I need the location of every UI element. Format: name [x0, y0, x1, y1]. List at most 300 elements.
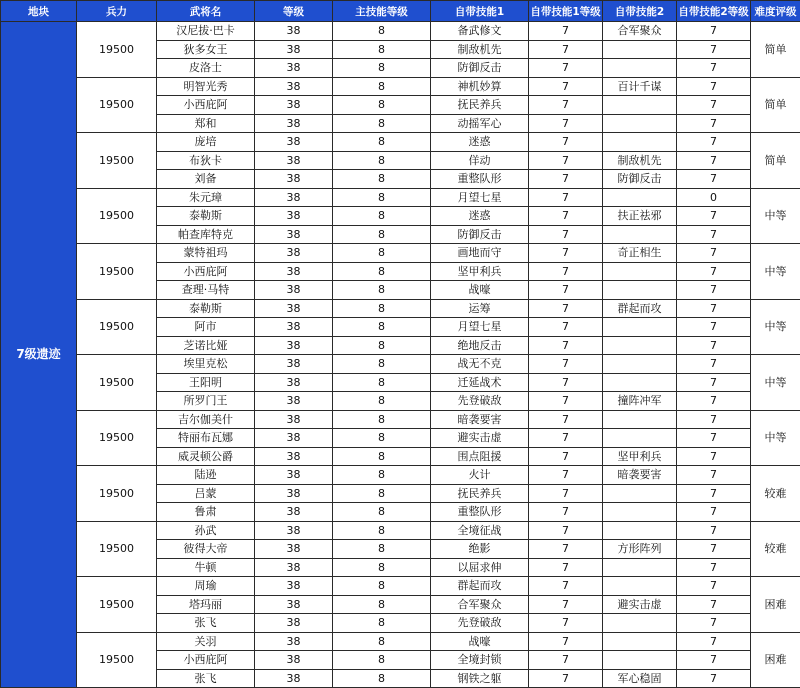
general-name-cell: 汉尼拔·巴卡	[157, 22, 255, 41]
skill2-level-cell: 7	[677, 207, 751, 226]
skill1-level-cell: 7	[529, 262, 603, 281]
skill2-cell	[603, 484, 677, 503]
skill1-cell: 战嚎	[431, 281, 529, 300]
skill1-level-cell: 7	[529, 77, 603, 96]
level-cell: 38	[255, 632, 333, 651]
main-skill-level-cell: 8	[333, 392, 431, 411]
header-general-name: 武将名	[157, 1, 255, 22]
skill2-level-cell: 7	[677, 77, 751, 96]
difficulty-cell: 中等	[751, 188, 800, 244]
skill1-level-cell: 7	[529, 133, 603, 152]
main-skill-level-cell: 8	[333, 632, 431, 651]
table-row	[1, 466, 800, 485]
general-name-cell: 牛顿	[157, 558, 255, 577]
general-name-cell: 狄多女王	[157, 40, 255, 59]
skill1-cell: 防御反击	[431, 225, 529, 244]
table-row	[1, 577, 800, 596]
skill1-cell: 先登破敌	[431, 614, 529, 633]
skill1-level-cell: 7	[529, 188, 603, 207]
difficulty-cell: 中等	[751, 244, 800, 300]
skill1-cell: 重整队形	[431, 170, 529, 189]
general-name-cell: 吉尔伽美什	[157, 410, 255, 429]
general-name-cell: 明智光秀	[157, 77, 255, 96]
skill2-level-cell: 7	[677, 133, 751, 152]
skill1-cell: 画地而守	[431, 244, 529, 263]
level-cell: 38	[255, 281, 333, 300]
general-name-cell: 张飞	[157, 614, 255, 633]
skill1-level-cell: 7	[529, 540, 603, 559]
skill1-cell: 动摇军心	[431, 114, 529, 133]
general-name-cell: 王阳明	[157, 373, 255, 392]
table-row	[1, 22, 800, 41]
header-difficulty: 难度评级	[751, 1, 800, 22]
main-skill-level-cell: 8	[333, 77, 431, 96]
main-skill-level-cell: 8	[333, 262, 431, 281]
skill1-cell: 火计	[431, 466, 529, 485]
skill1-level-cell: 7	[529, 595, 603, 614]
general-name-cell: 泰勒斯	[157, 207, 255, 226]
skill2-cell: 撞阵冲军	[603, 392, 677, 411]
skill2-level-cell: 7	[677, 595, 751, 614]
level-cell: 38	[255, 410, 333, 429]
general-name-cell: 帕查库特克	[157, 225, 255, 244]
general-name-cell: 小西庇阿	[157, 651, 255, 670]
skill1-level-cell: 7	[529, 151, 603, 170]
table-row	[1, 410, 800, 429]
general-name-cell: 关羽	[157, 632, 255, 651]
main-skill-level-cell: 8	[333, 281, 431, 300]
skill2-level-cell: 7	[677, 466, 751, 485]
skill1-level-cell: 7	[529, 503, 603, 522]
level-cell: 38	[255, 521, 333, 540]
level-cell: 38	[255, 318, 333, 337]
main-skill-level-cell: 8	[333, 521, 431, 540]
level-cell: 38	[255, 225, 333, 244]
troops-cell: 19500	[77, 299, 157, 355]
skill1-level-cell: 7	[529, 373, 603, 392]
skill1-level-cell: 7	[529, 225, 603, 244]
level-cell: 38	[255, 614, 333, 633]
main-skill-level-cell: 8	[333, 96, 431, 115]
skill2-cell	[603, 429, 677, 448]
skill1-level-cell: 7	[529, 22, 603, 41]
difficulty-cell: 中等	[751, 299, 800, 355]
general-name-cell: 威灵顿公爵	[157, 447, 255, 466]
level-cell: 38	[255, 133, 333, 152]
general-name-cell: 小西庇阿	[157, 96, 255, 115]
general-name-cell: 周瑜	[157, 577, 255, 596]
general-name-cell: 埃里克松	[157, 355, 255, 374]
skill1-cell: 备武修文	[431, 22, 529, 41]
skill2-cell	[603, 188, 677, 207]
general-name-cell: 刘备	[157, 170, 255, 189]
skill1-level-cell: 7	[529, 521, 603, 540]
skill2-cell	[603, 281, 677, 300]
table-row	[1, 299, 800, 318]
skill1-cell: 全境征战	[431, 521, 529, 540]
skill2-level-cell: 7	[677, 392, 751, 411]
main-skill-level-cell: 8	[333, 22, 431, 41]
level-cell: 38	[255, 244, 333, 263]
skill2-level-cell: 7	[677, 318, 751, 337]
skill1-level-cell: 7	[529, 336, 603, 355]
general-name-cell: 鲁肃	[157, 503, 255, 522]
skill1-cell: 战嚎	[431, 632, 529, 651]
level-cell: 38	[255, 59, 333, 78]
troops-cell: 19500	[77, 632, 157, 688]
skill1-level-cell: 7	[529, 207, 603, 226]
table-row	[1, 521, 800, 540]
main-skill-level-cell: 8	[333, 299, 431, 318]
header-row	[1, 1, 800, 22]
main-skill-level-cell: 8	[333, 336, 431, 355]
skill1-level-cell: 7	[529, 392, 603, 411]
skill1-level-cell: 7	[529, 651, 603, 670]
skill1-cell: 迷惑	[431, 133, 529, 152]
table-row	[1, 632, 800, 651]
skill2-cell	[603, 133, 677, 152]
skill2-cell	[603, 410, 677, 429]
table-body	[1, 22, 800, 688]
skill2-cell	[603, 96, 677, 115]
level-cell: 38	[255, 429, 333, 448]
skill2-level-cell: 7	[677, 40, 751, 59]
difficulty-cell: 简单	[751, 22, 800, 78]
header-troops: 兵力	[77, 1, 157, 22]
skill2-cell	[603, 40, 677, 59]
main-skill-level-cell: 8	[333, 447, 431, 466]
skill1-cell: 群起而攻	[431, 577, 529, 596]
skill2-level-cell: 7	[677, 281, 751, 300]
skill1-cell: 避实击虚	[431, 429, 529, 448]
troops-cell: 19500	[77, 410, 157, 466]
skill1-cell: 迷惑	[431, 207, 529, 226]
skill2-level-cell: 7	[677, 614, 751, 633]
skill1-level-cell: 7	[529, 558, 603, 577]
general-name-cell: 芝诺比娅	[157, 336, 255, 355]
level-cell: 38	[255, 540, 333, 559]
skill1-level-cell: 7	[529, 429, 603, 448]
level-cell: 38	[255, 40, 333, 59]
general-name-cell: 布狄卡	[157, 151, 255, 170]
skill2-level-cell: 7	[677, 170, 751, 189]
skill2-cell: 制敌机先	[603, 151, 677, 170]
general-name-cell: 特丽布瓦娜	[157, 429, 255, 448]
skill1-cell: 佯动	[431, 151, 529, 170]
skill1-level-cell: 7	[529, 114, 603, 133]
main-skill-level-cell: 8	[333, 651, 431, 670]
skill1-level-cell: 7	[529, 59, 603, 78]
table-row	[1, 244, 800, 263]
skill2-cell: 扶正祛邪	[603, 207, 677, 226]
level-cell: 38	[255, 336, 333, 355]
general-name-cell: 皮洛士	[157, 59, 255, 78]
troops-cell: 19500	[77, 355, 157, 411]
skill2-level-cell: 7	[677, 114, 751, 133]
skill1-level-cell: 7	[529, 318, 603, 337]
troops-cell: 19500	[77, 22, 157, 78]
difficulty-cell: 简单	[751, 77, 800, 133]
skill1-cell: 运筹	[431, 299, 529, 318]
main-skill-level-cell: 8	[333, 503, 431, 522]
skill1-level-cell: 7	[529, 299, 603, 318]
skill2-cell: 群起而攻	[603, 299, 677, 318]
table-row	[1, 355, 800, 374]
skill2-cell	[603, 503, 677, 522]
skill1-level-cell: 7	[529, 614, 603, 633]
general-name-cell: 陆逊	[157, 466, 255, 485]
skill2-cell: 百计千谋	[603, 77, 677, 96]
level-cell: 38	[255, 188, 333, 207]
header-skill2-level: 自带技能2等级	[677, 1, 751, 22]
troops-cell: 19500	[77, 577, 157, 633]
main-skill-level-cell: 8	[333, 558, 431, 577]
table-row	[1, 133, 800, 152]
general-name-cell: 泰勒斯	[157, 299, 255, 318]
skill1-cell: 抚民养兵	[431, 484, 529, 503]
skill2-level-cell: 7	[677, 410, 751, 429]
skill2-level-cell: 7	[677, 244, 751, 263]
difficulty-cell: 简单	[751, 133, 800, 189]
main-skill-level-cell: 8	[333, 114, 431, 133]
skill1-level-cell: 7	[529, 40, 603, 59]
main-skill-level-cell: 8	[333, 170, 431, 189]
skill1-level-cell: 7	[529, 244, 603, 263]
main-skill-level-cell: 8	[333, 318, 431, 337]
general-name-cell: 朱元璋	[157, 188, 255, 207]
troops-cell: 19500	[77, 133, 157, 189]
difficulty-cell: 较难	[751, 521, 800, 577]
level-cell: 38	[255, 447, 333, 466]
skill2-cell	[603, 521, 677, 540]
skill2-level-cell: 7	[677, 669, 751, 688]
skill2-level-cell: 7	[677, 558, 751, 577]
level-cell: 38	[255, 96, 333, 115]
level-cell: 38	[255, 595, 333, 614]
skill1-level-cell: 7	[529, 170, 603, 189]
region-cell: 7级遗迹	[1, 22, 77, 688]
troops-cell: 19500	[77, 244, 157, 300]
skill1-cell: 先登破敌	[431, 392, 529, 411]
header-main-skill-level: 主技能等级	[333, 1, 431, 22]
difficulty-cell: 较难	[751, 466, 800, 522]
skill2-cell	[603, 373, 677, 392]
main-skill-level-cell: 8	[333, 355, 431, 374]
difficulty-cell: 中等	[751, 355, 800, 411]
general-name-cell: 塔玛丽	[157, 595, 255, 614]
skill2-cell	[603, 318, 677, 337]
level-cell: 38	[255, 151, 333, 170]
general-name-cell: 吕蒙	[157, 484, 255, 503]
skill2-cell	[603, 355, 677, 374]
skill2-cell	[603, 225, 677, 244]
main-skill-level-cell: 8	[333, 244, 431, 263]
skill2-level-cell: 0	[677, 188, 751, 207]
main-skill-level-cell: 8	[333, 40, 431, 59]
skill2-level-cell: 7	[677, 651, 751, 670]
level-cell: 38	[255, 114, 333, 133]
skill2-cell	[603, 59, 677, 78]
level-cell: 38	[255, 651, 333, 670]
main-skill-level-cell: 8	[333, 373, 431, 392]
skill1-level-cell: 7	[529, 281, 603, 300]
skill1-cell: 围点阻援	[431, 447, 529, 466]
main-skill-level-cell: 8	[333, 540, 431, 559]
level-cell: 38	[255, 392, 333, 411]
skill1-cell: 暗袭要害	[431, 410, 529, 429]
skill2-level-cell: 7	[677, 429, 751, 448]
skill1-cell: 坚甲利兵	[431, 262, 529, 281]
skill2-level-cell: 7	[677, 447, 751, 466]
general-name-cell: 查理·马特	[157, 281, 255, 300]
skill1-cell: 以屈求伸	[431, 558, 529, 577]
header-region: 地块	[1, 1, 77, 22]
skill1-cell: 钢铁之躯	[431, 669, 529, 688]
level-cell: 38	[255, 484, 333, 503]
general-name-cell: 所罗门王	[157, 392, 255, 411]
general-name-cell: 孙武	[157, 521, 255, 540]
level-cell: 38	[255, 669, 333, 688]
skill2-level-cell: 7	[677, 225, 751, 244]
level-cell: 38	[255, 77, 333, 96]
difficulty-cell: 困难	[751, 632, 800, 688]
level-cell: 38	[255, 299, 333, 318]
troops-cell: 19500	[77, 521, 157, 577]
skill1-cell: 制敌机先	[431, 40, 529, 59]
skill2-level-cell: 7	[677, 540, 751, 559]
main-skill-level-cell: 8	[333, 225, 431, 244]
skill2-cell: 坚甲利兵	[603, 447, 677, 466]
level-cell: 38	[255, 207, 333, 226]
skill2-level-cell: 7	[677, 336, 751, 355]
level-cell: 38	[255, 262, 333, 281]
skill2-level-cell: 7	[677, 503, 751, 522]
skill2-cell	[603, 614, 677, 633]
difficulty-cell: 困难	[751, 577, 800, 633]
skill2-cell: 防御反击	[603, 170, 677, 189]
skill2-cell: 避实击虚	[603, 595, 677, 614]
skill2-level-cell: 7	[677, 373, 751, 392]
main-skill-level-cell: 8	[333, 410, 431, 429]
general-name-cell: 彼得大帝	[157, 540, 255, 559]
skill1-cell: 迁延战术	[431, 373, 529, 392]
skill2-cell	[603, 336, 677, 355]
level-cell: 38	[255, 558, 333, 577]
general-name-cell: 阿市	[157, 318, 255, 337]
skill2-cell: 合军聚众	[603, 22, 677, 41]
skill2-cell	[603, 577, 677, 596]
skill2-level-cell: 7	[677, 96, 751, 115]
general-name-cell: 小西庇阿	[157, 262, 255, 281]
table-row	[1, 188, 800, 207]
main-skill-level-cell: 8	[333, 151, 431, 170]
skill2-cell: 暗袭要害	[603, 466, 677, 485]
header-skill1-level: 自带技能1等级	[529, 1, 603, 22]
skill1-level-cell: 7	[529, 447, 603, 466]
skill2-cell	[603, 632, 677, 651]
main-skill-level-cell: 8	[333, 595, 431, 614]
skill2-cell: 军心稳固	[603, 669, 677, 688]
main-skill-level-cell: 8	[333, 577, 431, 596]
main-skill-level-cell: 8	[333, 669, 431, 688]
skill1-cell: 抚民养兵	[431, 96, 529, 115]
table-row	[1, 77, 800, 96]
header-skill2: 自带技能2	[603, 1, 677, 22]
troops-cell: 19500	[77, 188, 157, 244]
skill1-cell: 月望七星	[431, 318, 529, 337]
main-skill-level-cell: 8	[333, 188, 431, 207]
header-level: 等级	[255, 1, 333, 22]
level-cell: 38	[255, 22, 333, 41]
level-cell: 38	[255, 373, 333, 392]
main-skill-level-cell: 8	[333, 429, 431, 448]
skill2-level-cell: 7	[677, 262, 751, 281]
skill2-cell: 方形阵列	[603, 540, 677, 559]
skill1-cell: 全境封锁	[431, 651, 529, 670]
level-cell: 38	[255, 170, 333, 189]
skill2-cell	[603, 114, 677, 133]
skill1-cell: 绝地反击	[431, 336, 529, 355]
skill2-level-cell: 7	[677, 151, 751, 170]
skill1-cell: 神机妙算	[431, 77, 529, 96]
level-cell: 38	[255, 577, 333, 596]
header-skill1: 自带技能1	[431, 1, 529, 22]
level-cell: 38	[255, 355, 333, 374]
skill1-level-cell: 7	[529, 484, 603, 503]
skill1-level-cell: 7	[529, 577, 603, 596]
difficulty-cell: 中等	[751, 410, 800, 466]
skill2-level-cell: 7	[677, 632, 751, 651]
general-name-cell: 庞培	[157, 133, 255, 152]
skill1-cell: 战无不克	[431, 355, 529, 374]
skill2-level-cell: 7	[677, 22, 751, 41]
skill2-cell	[603, 262, 677, 281]
troops-cell: 19500	[77, 77, 157, 133]
skill2-cell: 奇正相生	[603, 244, 677, 263]
level-cell: 38	[255, 503, 333, 522]
skill2-cell	[603, 558, 677, 577]
skill2-cell	[603, 651, 677, 670]
troops-cell: 19500	[77, 466, 157, 522]
skill1-level-cell: 7	[529, 355, 603, 374]
skill1-level-cell: 7	[529, 466, 603, 485]
skill1-cell: 月望七星	[431, 188, 529, 207]
skill2-level-cell: 7	[677, 521, 751, 540]
skill1-level-cell: 7	[529, 669, 603, 688]
main-skill-level-cell: 8	[333, 466, 431, 485]
main-skill-level-cell: 8	[333, 484, 431, 503]
level-cell: 38	[255, 466, 333, 485]
skill2-level-cell: 7	[677, 577, 751, 596]
skill1-cell: 防御反击	[431, 59, 529, 78]
main-skill-level-cell: 8	[333, 614, 431, 633]
skill2-level-cell: 7	[677, 299, 751, 318]
main-skill-level-cell: 8	[333, 207, 431, 226]
general-name-cell: 蒙特祖玛	[157, 244, 255, 263]
skill1-cell: 重整队形	[431, 503, 529, 522]
skill2-level-cell: 7	[677, 59, 751, 78]
skill1-level-cell: 7	[529, 632, 603, 651]
skill1-cell: 合军聚众	[431, 595, 529, 614]
skill1-cell: 绝影	[431, 540, 529, 559]
general-name-cell: 张飞	[157, 669, 255, 688]
skill1-level-cell: 7	[529, 96, 603, 115]
main-skill-level-cell: 8	[333, 59, 431, 78]
skill2-level-cell: 7	[677, 355, 751, 374]
general-name-cell: 郑和	[157, 114, 255, 133]
skill2-level-cell: 7	[677, 484, 751, 503]
main-skill-level-cell: 8	[333, 133, 431, 152]
